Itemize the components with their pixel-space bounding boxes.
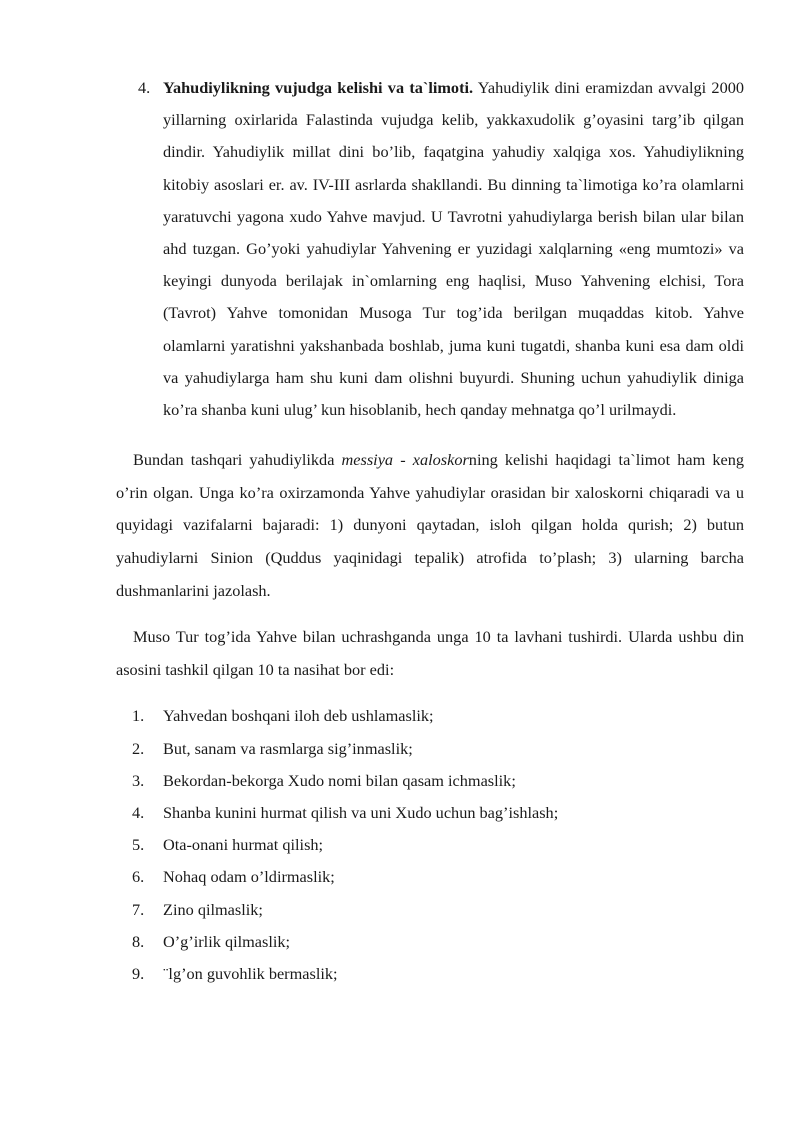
list-text: Yahvedan boshqani iloh deb ushlamaslik; [163,706,434,726]
list-item [116,894,744,926]
paragraph-text-start: Bundan tashqari yahudiylikda [133,450,342,470]
italic-term: messiya - xaloskor [341,450,469,470]
list-text: Bekordan-bekorga Xudo nomi bilan qasam ichmaslik; [163,770,516,790]
list-item [116,958,744,990]
section-number: 4. [138,78,151,97]
commandments-intro-paragraph: Muso Tur tog’ida Yahve bilan uchrashganda unga 10 ta lavhani tushirdi. Ularda ushbu din asosini tashkil qilgan 10 ta nasihat bor edi: [116,627,744,679]
list-number: 9. [132,963,145,983]
list-text: Ota-onani hurmat qilish; [163,835,324,855]
list-item [116,765,744,797]
list-number: 1. [132,706,145,726]
numbered-section-4 [116,72,744,426]
list-item [116,926,744,958]
list-number: 7. [132,899,145,919]
list-item [116,733,744,765]
list-number: 2. [132,738,145,758]
list-text: O’g’irlik qilmaslik; [163,931,291,951]
section-heading: Yahudiylikning vujudga kelishi va ta`limoti. [163,78,474,97]
list-text: ¨lg’on guvohlik bermaslik; [163,963,338,983]
list-text: But, sanam va rasmlarga sig’inmaslik; [163,738,413,758]
section-body: Yahudiylik dini eramizdan avvalgi 2000 yillarning oxirlarida Falastinda vujudga kelib, yakkaxudolik g’oyasini targ’ib qilgan dindir. Yahudiylik millat dini bo’lib, faqatgina yahudiy xalqiga xos. Yahudiylikning kitobiy asoslari er. av. IV-III asrlarda shakllandi. Bu dinning ta`limotiga ko’ra olamlarni yaratuvchi yagona xudo Yahve mavjud. U Tavrotni yahudiylarga berish bilan ular bilan ahd tuzgan. Go’yoki yahudiylar Yahvening er yuzidagi xalqlarning «eng mumtozi» va keyingi dunyoda berilajak in`omlarning eng haqlisi, Muso Yahvening elchisi, Tora (Tavrot) Yahve tomonidan Musoga Tur tog’ida berilgan muqaddas kitob. Yahve olamlarni yaratishni yakshanbada boshlab, juma kuni tugatdi, shanba kuni esa dam oldi va yahudiylarga ham shu kuni dam olishni buyurdi. Shuning uchun yahudiylik diniga ko’ra shanba kuni ulug’ kun hisoblanib, hech qanday mehnatga qo’l urilmaydi. [163,78,744,420]
paragraph-text-end: ning kelishi haqidagi ta`limot ham keng o’rin olgan. Unga ko’ra oxirzamonda Yahve yahudiylar orasidan bir xaloskorni chiqaradi va u quyidagi vazifalarni bajaradi: 1) dunyoni qaytadan, isloh qilgan holda qurish; 2) butun yahudiylarni Sinion (Quddus yaqinidagi tepalik) atrofida to’plash; 3) ularning barcha dushmanlarini jazolash. [116,450,744,600]
list-number: 6. [132,867,145,887]
messiah-paragraph [116,444,744,607]
list-item [116,861,744,893]
list-number: 4. [132,802,145,822]
list-number: 3. [132,770,145,790]
commandments-list [116,700,744,990]
list-text: Shanba kunini hurmat qilish va uni Xudo uchun bag’ishlash; [163,802,559,822]
list-text: Nohaq odam o’ldirmaslik; [163,867,335,887]
list-number: 8. [132,931,145,951]
list-text: Zino qilmaslik; [163,899,263,919]
list-item [116,700,744,732]
document-page [116,72,744,990]
list-item [116,829,744,861]
list-item [116,797,744,829]
list-number: 5. [132,835,145,855]
